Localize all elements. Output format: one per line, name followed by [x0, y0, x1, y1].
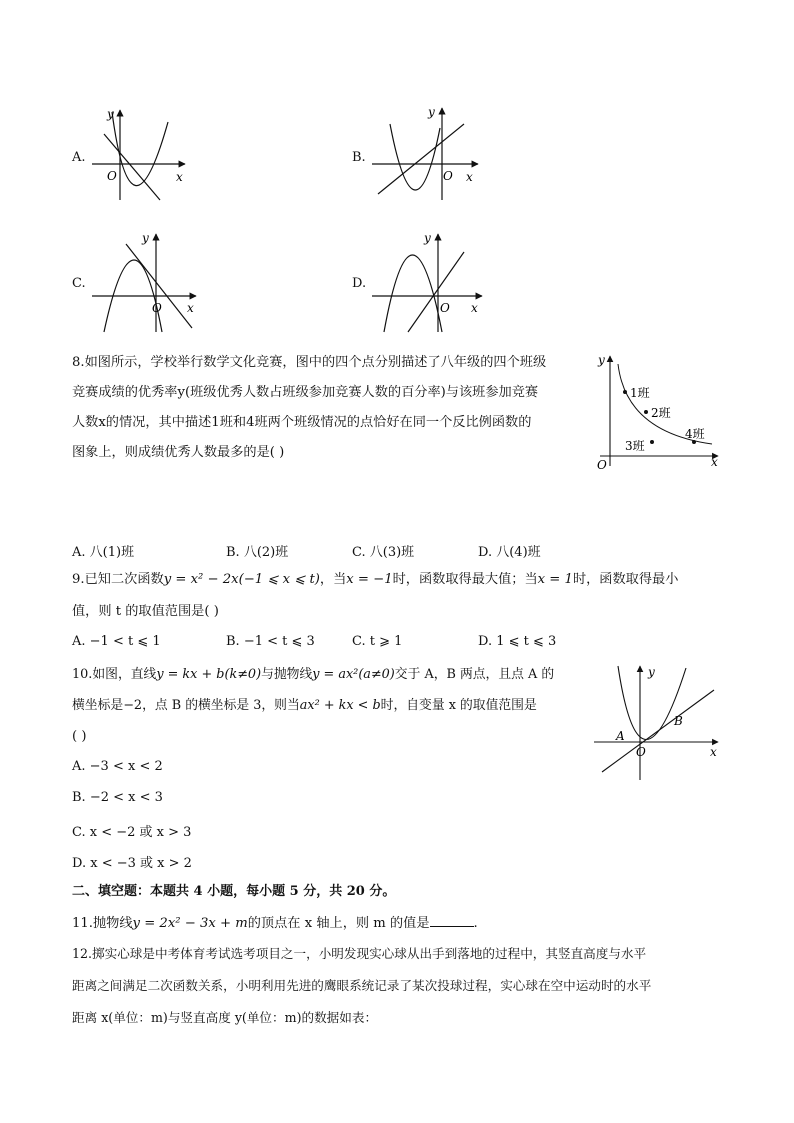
q9-text: ，当 [319, 572, 347, 587]
o-label: O [107, 169, 117, 183]
q12-line-3: 距离 x(单位：m)与竖直高度 y(单位：m)的数据如表： [72, 1010, 378, 1025]
y-label: y [648, 665, 655, 679]
point-1 [623, 390, 627, 394]
q10-text: 时，自变量 x 的取值范围是 [380, 698, 537, 713]
label-4: 4班 [685, 427, 705, 441]
q8-line-3: 人数x的情况，其中描述1班和4班两个班级情况的点恰好在同一个反比例函数的 [72, 415, 532, 430]
option-label: D. [352, 276, 367, 291]
option-label: B. [352, 150, 366, 165]
q9-option-b[interactable]: B. −1 < t ⩽ 3 [226, 634, 315, 649]
q10-line-3: ( ) [72, 729, 87, 744]
graph-b [370, 104, 490, 204]
q7-option-c[interactable] [72, 228, 212, 336]
point-2 [644, 410, 648, 414]
q9-formula: y = x² − 2x(−1 ⩽ x ⩽ t) [163, 572, 320, 587]
q9-formula: x = −1 [346, 572, 393, 587]
q10-formula: y = ax²(a≠0) [312, 667, 395, 682]
label-1: 1班 [630, 386, 650, 400]
x-label: x [466, 170, 473, 184]
q10-line-1 [72, 666, 554, 684]
q8-line-1: 8.如图所示，学校举行数学文化竞赛，图中的四个点分别描述了八年级的四个班级 [72, 355, 547, 370]
q7-option-a[interactable] [72, 104, 202, 204]
o-label: O [443, 169, 453, 183]
graph-a [90, 104, 200, 204]
q10-option-a[interactable]: A. −3 < x < 2 [72, 759, 163, 774]
x-label: x [187, 301, 194, 315]
q10-text: ，点 B 的横坐标是 3，则当 [142, 698, 300, 713]
q9-option-c[interactable]: C. t ⩾ 1 [352, 634, 403, 649]
graph-c [90, 228, 210, 336]
q12-line-1: 12.掷实心球是中考体育考试选考项目之一，小明发现实心球从出手到落地的过程中，其竖直高度与水平 [72, 946, 647, 961]
o-label: O [152, 301, 162, 315]
q10-option-c[interactable]: C. x < −2 或 x > 3 [72, 825, 192, 840]
q11-formula: y = 2x² − 3x + m [132, 916, 248, 931]
q9-option-a[interactable]: A. −1 < t ⩽ 1 [72, 634, 161, 649]
q7-option-d[interactable] [352, 228, 492, 336]
option-label: C. [72, 276, 86, 291]
q8-option-c[interactable]: C. 八(3)班 [352, 545, 415, 560]
section-2-heading: 二、填空题：本题共 4 小题，每小题 5 分，共 20 分。 [72, 884, 396, 899]
x-label: x [176, 170, 183, 184]
o-label: O [636, 745, 646, 759]
x-label: x [471, 301, 478, 315]
q9-text: 时，函数取得最大值；当 [392, 572, 538, 587]
o-label: O [597, 458, 607, 472]
q9-line-2: 值，则 t 的取值范围是( ) [72, 604, 219, 619]
q11-answer-blank[interactable] [430, 914, 474, 927]
y-label: y [428, 105, 435, 119]
q10-text: 与抛物线 [261, 667, 313, 682]
point-a-label: A [616, 729, 625, 743]
q10-formula: ax² + kx < b [299, 698, 381, 713]
y-label: y [142, 231, 149, 245]
q11-text: 11.抛物线 [72, 916, 133, 931]
q8-figure [592, 350, 726, 472]
q10-text: 交于 A，B 两点，且点 A 的 [394, 667, 555, 682]
y-label: y [107, 107, 114, 121]
q10-option-b[interactable]: B. −2 < x < 3 [72, 790, 163, 805]
q8-line-4: 图象上，则成绩优秀人数最多的是( ) [72, 445, 285, 460]
q10-line-2 [72, 697, 537, 715]
label-2: 2班 [651, 406, 671, 420]
x-label: x [711, 455, 718, 469]
q11-text: . [473, 916, 478, 931]
q8-option-d[interactable]: D. 八(4)班 [478, 545, 541, 560]
q9-formula: x = 1 [537, 572, 573, 587]
q10-figure [590, 662, 724, 784]
y-label: y [598, 353, 605, 367]
q8-option-a[interactable]: A. 八(1)班 [72, 545, 135, 560]
y-label: y [424, 231, 431, 245]
q8-option-b[interactable]: B. 八(2)班 [226, 545, 289, 560]
q10-formula: y = kx + b(k≠0) [156, 667, 262, 682]
label-3: 3班 [625, 439, 645, 453]
o-label: O [440, 301, 450, 315]
q7-option-b[interactable] [352, 104, 492, 204]
q11-text: 的顶点在 x 轴上，则 m 的值是 [247, 916, 430, 931]
q10-text: 10.如图，直线 [72, 667, 157, 682]
q11-line [72, 914, 478, 933]
q9-line-1 [72, 571, 678, 589]
point-b-label: B [674, 714, 683, 728]
q8-line-2: 竞赛成绩的优秀率y(班级优秀人数占班级参加竞赛人数的百分率)与该班参加竞赛 [72, 385, 539, 400]
q9-text: 9.已知二次函数 [72, 572, 164, 587]
q9-option-d[interactable]: D. 1 ⩽ t ⩽ 3 [478, 634, 557, 649]
q10-text: 横坐标是 [72, 698, 124, 713]
q10-option-d[interactable]: D. x < −3 或 x > 2 [72, 856, 192, 871]
point-3 [650, 440, 654, 444]
q9-text: 时，函数取得最小 [572, 572, 679, 587]
graph-d [370, 228, 490, 336]
q10-formula: −2 [123, 698, 143, 713]
q12-line-2: 距离之间满足二次函数关系，小明利用先进的鹰眼系统记录了某次投球过程，实心球在空中运动时的水平 [72, 978, 652, 993]
option-label: A. [72, 150, 86, 165]
x-label: x [710, 745, 717, 759]
